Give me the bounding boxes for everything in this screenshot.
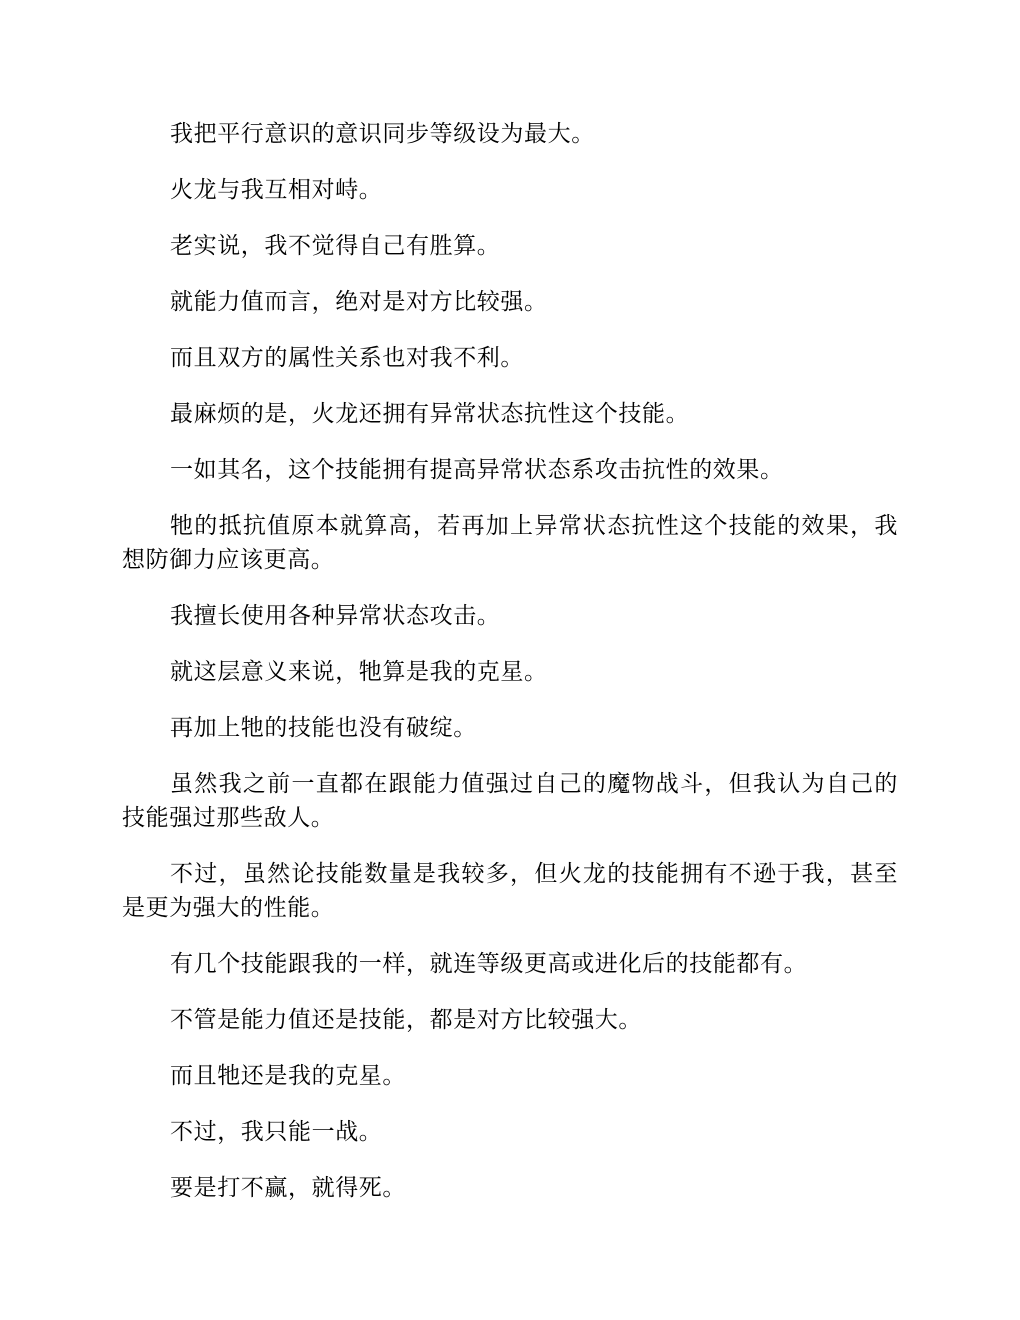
paragraph: 不过，虽然论技能数量是我较多，但火龙的技能拥有不逊于我，甚至是更为强大的性能。 xyxy=(122,861,898,921)
paragraph: 火龙与我互相对峙。 xyxy=(170,177,383,203)
paragraph: 而且双方的属性关系也对我不利。 xyxy=(170,345,524,371)
document-body xyxy=(122,117,898,1227)
paragraph: 不管是能力值还是技能，都是对方比较强大。 xyxy=(170,1007,642,1033)
paragraph: 老实说，我不觉得自己有胜算。 xyxy=(170,233,501,259)
paragraph: 就这层意义来说，牠算是我的克星。 xyxy=(170,659,548,685)
paragraph: 而且牠还是我的克星。 xyxy=(170,1063,406,1089)
paragraph: 牠的抵抗值原本就算高，若再加上异常状态抗性这个技能的效果，我想防御力应该更高。 xyxy=(122,513,898,573)
paragraph: 要是打不赢，就得死。 xyxy=(170,1175,406,1201)
paragraph: 不过，我只能一战。 xyxy=(170,1119,383,1145)
paragraph: 再加上牠的技能也没有破绽。 xyxy=(170,715,477,741)
paragraph: 最麻烦的是，火龙还拥有异常状态抗性这个技能。 xyxy=(170,401,690,427)
paragraph: 有几个技能跟我的一样，就连等级更高或进化后的技能都有。 xyxy=(170,951,808,977)
paragraph: 就能力值而言，绝对是对方比较强。 xyxy=(170,289,548,315)
paragraph: 我擅长使用各种异常状态攻击。 xyxy=(170,603,501,629)
paragraph: 我把平行意识的意识同步等级设为最大。 xyxy=(170,121,595,147)
paragraph: 一如其名，这个技能拥有提高异常状态系攻击抗性的效果。 xyxy=(170,457,784,483)
paragraph: 虽然我之前一直都在跟能力值强过自己的魔物战斗，但我认为自己的技能强过那些敌人。 xyxy=(122,771,898,831)
